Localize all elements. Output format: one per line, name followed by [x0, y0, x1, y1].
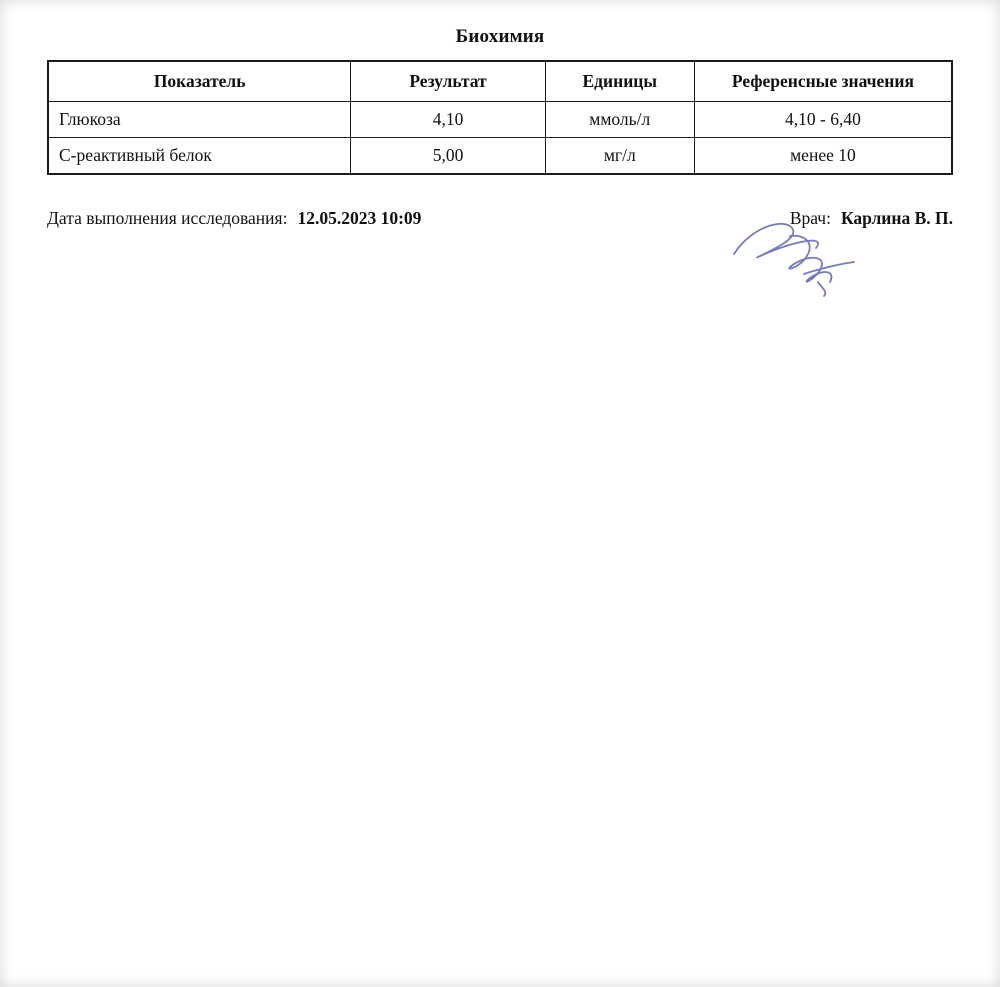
doctor-label: Врач: — [789, 208, 831, 228]
table-row — [48, 102, 952, 138]
report-title: Биохимия — [455, 26, 545, 47]
doctor-name: Карлина В. П. — [840, 208, 953, 228]
cell-result: 5,00 — [351, 138, 545, 175]
execution-date-label: Дата выполнения исследования: — [47, 208, 288, 228]
cell-result: 4,10 — [351, 102, 545, 138]
doctor-line — [790, 208, 953, 229]
column-header-result: Результат — [351, 61, 545, 102]
results-table — [47, 60, 953, 175]
cell-units: мг/л — [545, 138, 694, 175]
execution-date-line — [47, 208, 421, 229]
cell-reference: менее 10 — [694, 138, 952, 175]
cell-indicator: Глюкоза — [48, 102, 351, 138]
cell-reference: 4,10 - 6,40 — [694, 102, 952, 138]
column-header-indicator: Показатель — [48, 61, 351, 102]
cell-units: ммоль/л — [545, 102, 694, 138]
column-header-units: Единицы — [545, 61, 694, 102]
cell-indicator: С-реактивный белок — [48, 138, 351, 175]
column-header-reference: Референсные значения — [694, 61, 952, 102]
table-header-row — [48, 61, 952, 102]
execution-date-value: 12.05.2023 10:09 — [297, 208, 422, 228]
report-footer — [47, 208, 953, 229]
table-row — [48, 138, 952, 175]
